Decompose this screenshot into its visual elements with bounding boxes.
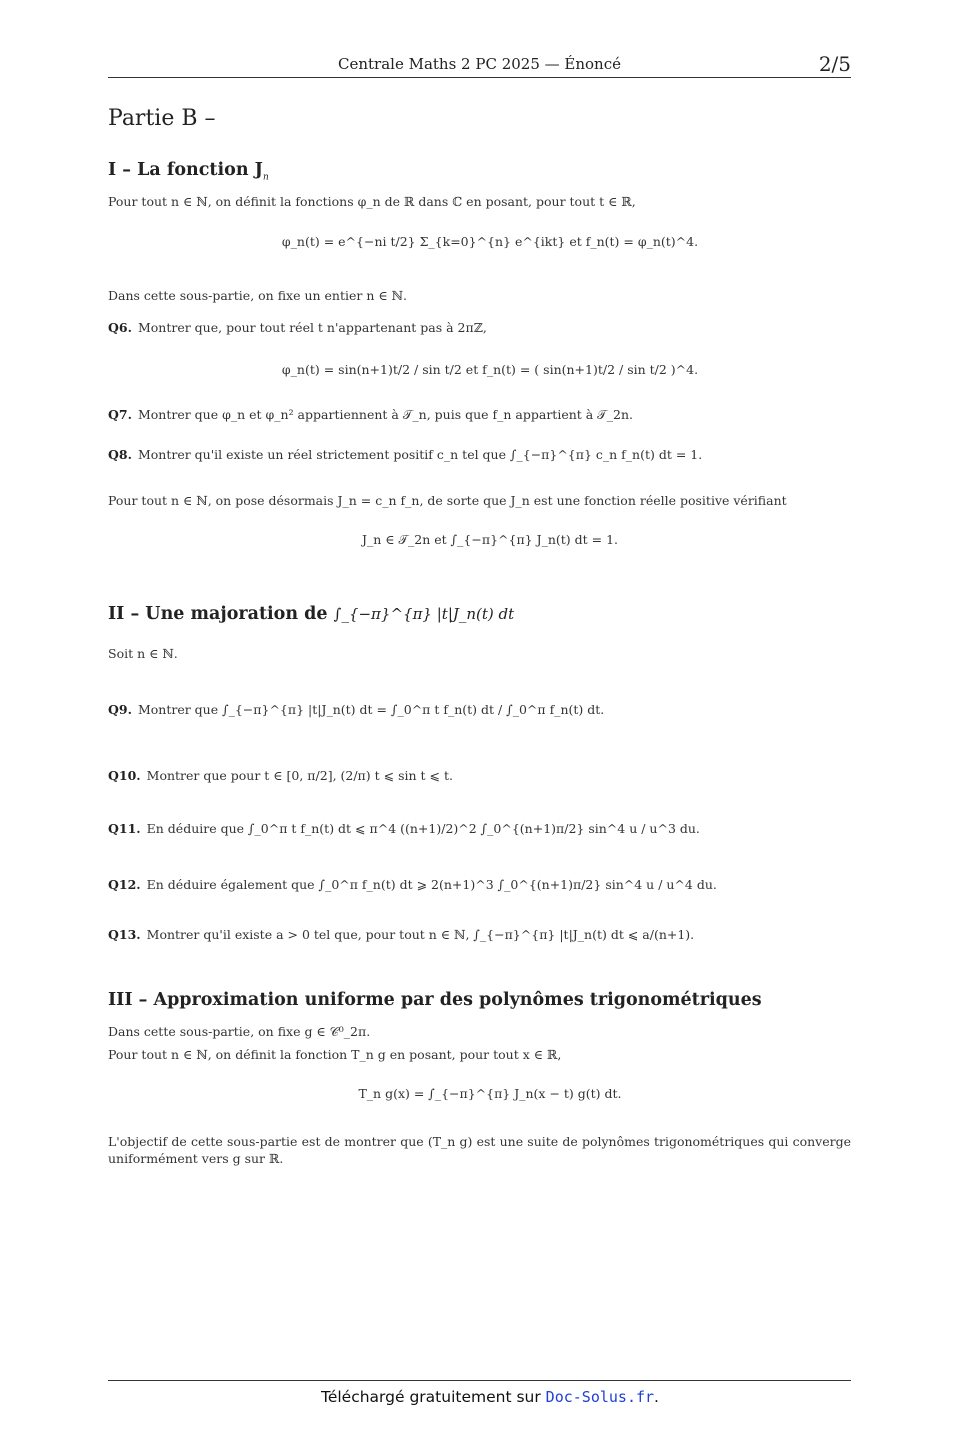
- footer-text: Téléchargé gratuitement sur: [321, 1388, 541, 1406]
- footer: Téléchargé gratuitement sur Doc-Solus.fr.: [321, 1388, 659, 1406]
- q11-label: Q11.: [108, 821, 141, 836]
- q8-label: Q8.: [108, 447, 132, 462]
- q7-label: Q7.: [108, 407, 132, 422]
- section-3-line-2: Pour tout n ∈ ℕ, on définit la fonction T_n g en posant, pour tout x ∈ ℝ,: [108, 1047, 562, 1062]
- fix-n-sentence: Dans cette sous-partie, on fixe un entier n ∈ ℕ.: [108, 288, 407, 303]
- part-title: Partie B –: [108, 106, 216, 131]
- equation-phi-definition: φ_n(t) = e^{−ni t/2} Σ_{k=0}^{n} e^{ikt} et f_n(t) = φ_n(t)^4.: [281, 234, 699, 249]
- page-number: 2/5: [818, 52, 851, 76]
- section-1-intro: Pour tout n ∈ ℕ, on définit la fonctions φ_n de ℝ dans ℂ en posant, pour tout t ∈ ℝ,: [108, 194, 636, 209]
- question-q13: Q13. Montrer qu'il existe a > 0 tel que, pour tout n ∈ ℕ, ∫_{−π}^{π} |t|J_n(t) dt ⩽ a/(n+1).: [108, 927, 695, 942]
- q10-label: Q10.: [108, 768, 141, 783]
- section-1-title: I – La fonction $J_n$: [108, 160, 269, 183]
- equation-tng: T_n g(x) = ∫_{−π}^{π} J_n(x − t) g(t) dt.: [358, 1086, 622, 1101]
- section-3-line-1: Dans cette sous-partie, on fixe g ∈ 𝒞⁰_2π.: [108, 1024, 371, 1039]
- q6-label: Q6.: [108, 320, 132, 335]
- section-2-title: II – Une majoration de ∫_{−π}^{π} |t|J_n(t) dt: [108, 604, 515, 624]
- header-rule: [108, 77, 851, 78]
- question-q7: Q7. Montrer que φ_n et φ_n² appartiennent à 𝒯_n, puis que f_n appartient à 𝒯_2n.: [108, 407, 633, 422]
- soit-n: Soit n ∈ ℕ.: [108, 646, 178, 661]
- question-q9: Q9. Montrer que ∫_{−π}^{π} |t|J_n(t) dt = ∫_0^π t f_n(t) dt / ∫_0^π f_n(t) dt.: [108, 702, 605, 717]
- question-q8: Q8. Montrer qu'il existe un réel strictement positif c_n tel que ∫_{−π}^{π} c_n f_n(t) dt = 1.: [108, 447, 703, 462]
- section-3-title: III – Approximation uniforme par des polynômes trigonométriques: [108, 990, 762, 1010]
- equation-jn-properties: J_n ∈ 𝒯_2n et ∫_{−π}^{π} J_n(t) dt = 1.: [361, 532, 619, 547]
- q9-label: Q9.: [108, 702, 132, 717]
- question-q12: Q12. En déduire également que ∫_0^π f_n(t) dt ⩾ 2(n+1)^3 ∫_0^{(n+1)π/2} sin^4 u / u^4 du.: [108, 877, 717, 892]
- footer-rule: [108, 1380, 851, 1381]
- section-3-objective: L'objectif de cette sous-partie est de montrer que (T_n g) est une suite de polynômes trigonométriques qui converge uniformément vers g sur ℝ.: [108, 1134, 851, 1166]
- q12-label: Q12.: [108, 877, 141, 892]
- doc-solus-link[interactable]: Doc-Solus.fr: [545, 1388, 655, 1406]
- question-q11: Q11. En déduire que ∫_0^π t f_n(t) dt ⩽ π^4 ((n+1)/2)^2 ∫_0^{(n+1)π/2} sin^4 u / u^3 du.: [108, 821, 700, 836]
- q13-label: Q13.: [108, 927, 141, 942]
- definition-jn: Pour tout n ∈ ℕ, on pose désormais J_n = c_n f_n, de sorte que J_n est une fonction réelle positive vérifiant: [108, 493, 787, 508]
- section-2-title-math: ∫_{−π}^{π} |t|J_n(t) dt: [333, 605, 515, 623]
- equation-q6: φ_n(t) = sin(n+1)t/2 / sin t/2 et f_n(t) = ( sin(n+1)t/2 / sin t/2 )^4.: [281, 362, 699, 377]
- question-q10: Q10. Montrer que pour t ∈ [0, π/2], (2/π) t ⩽ sin t ⩽ t.: [108, 768, 453, 783]
- question-q6: Q6. Montrer que, pour tout réel t n'appartenant pas à 2πℤ,: [108, 320, 487, 335]
- header-title: Centrale Maths 2 PC 2025 — Énoncé: [338, 55, 621, 73]
